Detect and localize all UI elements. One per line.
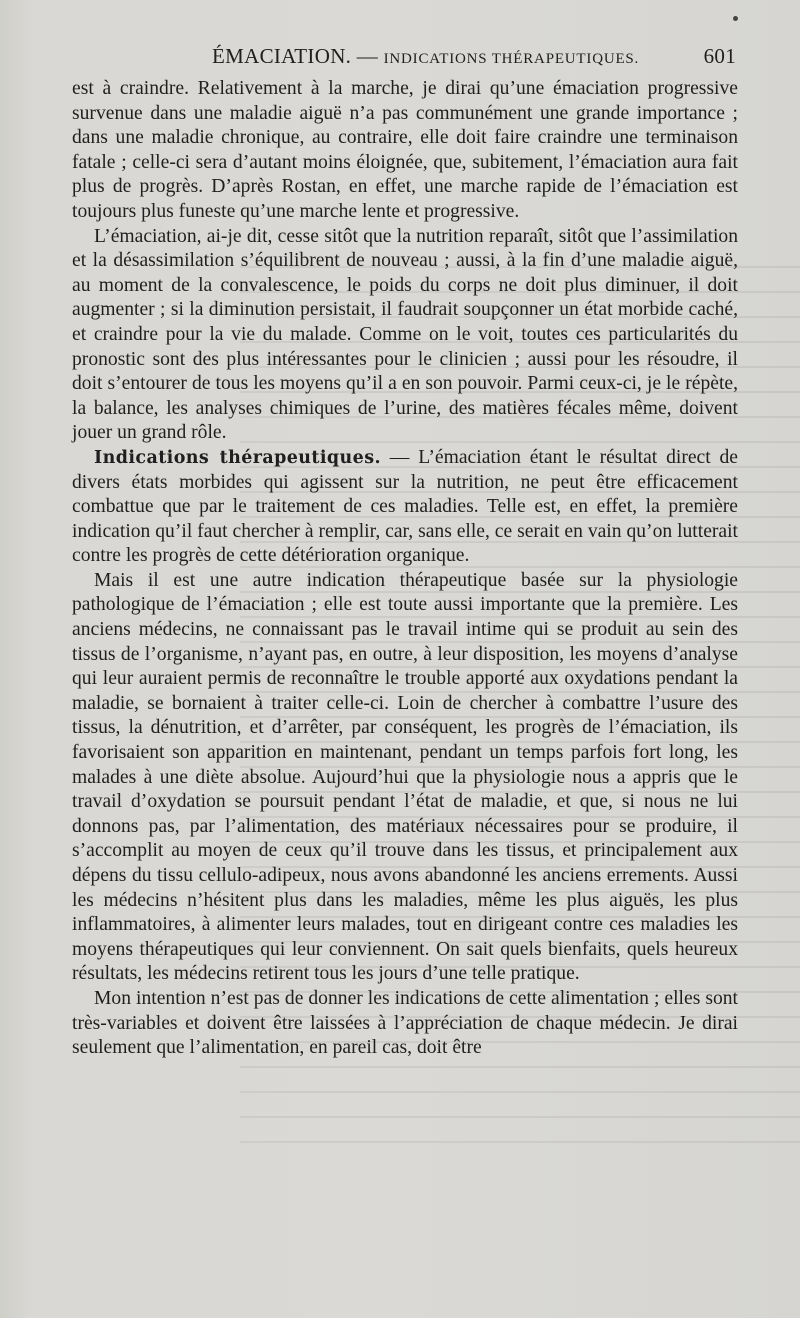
paragraph-3-text: — L’émaciation étant le résultat direct de divers états morbides qui agissent sur la nutrition, ne peut être efficacement combattue que par le traitement de ces maladies. Telle est, en effet, la première indication qu’il faut chercher à remplir, car, sans elle, ce serait en vain qu’on lutterait contre les progrès de cette détérioration organique. <box>72 446 739 567</box>
paragraph-5: Mon intention n’est pas de donner les indications de cette alimentation ; elles sont très-variables et doivent être laissées à l’appréciation de chaque médecin. Je dirai seulement que l’alimentation, en pareil cas, doit être <box>72 987 738 1059</box>
ink-speck <box>733 16 738 21</box>
paragraph-2: L’émaciation, ai-je dit, cesse sitôt que la nutrition reparaît, sitôt que l’assimilation et la désassimilation s’équilibrent de nouveau ; aussi, à la fin d’une maladie aiguë, au moment de la convalescence, le poids du corps ne doit plus diminuer, il doit augmenter ; si la diminution persistait, il faudrait soupçonner un état morbide caché, et craindre pour la vie du malade. Comme on le voit, toutes ces particularités du pronostic sont des plus intéressantes pour le clinicien ; aussi pour les résoudre, il doit s’entourer de tous les moyens qu’il a en son pouvoir. Parmi ceux-ci, je le répète, la balance, les analyses chimiques de l’urine, des matières fécales même, doivent jouer un grand rôle. <box>72 225 738 444</box>
section-heading: Indications thérapeutiques. <box>94 447 381 468</box>
running-header <box>72 40 738 74</box>
body-text <box>72 77 738 1061</box>
paragraph-4: Mais il est une autre indication thérapeutique basée sur la physiologie pathologique de l’émaciation ; elle est toute aussi importante que la première. Les anciens médecins, ne connaissant pas le travail intime qui se produit au sein des tissus de l’organisme, n’ayant pas, en outre, à leur disposition, les moyens d’analyse qui leur auraient permis de reconnaître le trouble apporté aux oxydations pendant la maladie, se bornaient à traiter celle-ci. Loin de chercher à combattre l’usure des tissus, la dénutrition, et d’arrêter, par conséquent, les progrès de l’émaciation, ils favorisaient son apparition en maintenant, pendant un temps parfois fort long, les malades à une diète absolue. Aujourd’hui que la physiologie nous a appris que le travail d’oxydation se poursuit pendant l’état de maladie, et que, si nous ne lui donnons pas, par l’alimentation, des matériaux nécessaires pour se produire, il s’accomplit au moyen de ceux qu’il trouve dans les tissus, et principalement aux dépens du tissu cellulo-adipeux, nous avons abandonné les anciens errements. Aussi les médecins n’hésitent plus dans les maladies, même les plus aiguës, les plus inflammatoires, à alimenter leurs malades, tout en dirigeant contre ces maladies les moyens thérapeutiques qui leur conviennent. On sait quels bienfaits, quels heureux résultats, les médecins retirent tous les jours d’une telle pratique. <box>72 569 738 985</box>
paragraph-3 <box>72 446 738 569</box>
header-title-sub: INDICATIONS THÉRAPEUTIQUES. <box>383 51 640 67</box>
header-title-main: ÉMACIATION. <box>212 44 352 68</box>
running-title <box>212 44 639 69</box>
paragraph-1: est à craindre. Relativement à la marche, je dirai qu’une émaciation progressive survenue dans une maladie aiguë n’a pas communément une grande importance ; dans une maladie chronique, au contraire, elle doit faire craindre une terminaison fatale ; celle-ci sera d’autant moins éloignée, que, subitement, l’émaciation aura fait plus de progrès. D’après Rostan, en effet, une marche rapide de l’émaciation est toujours plus funeste qu’une marche lente et progressive. <box>72 78 738 222</box>
page-number: 601 <box>703 44 736 68</box>
header-title-separator: — <box>351 44 384 68</box>
